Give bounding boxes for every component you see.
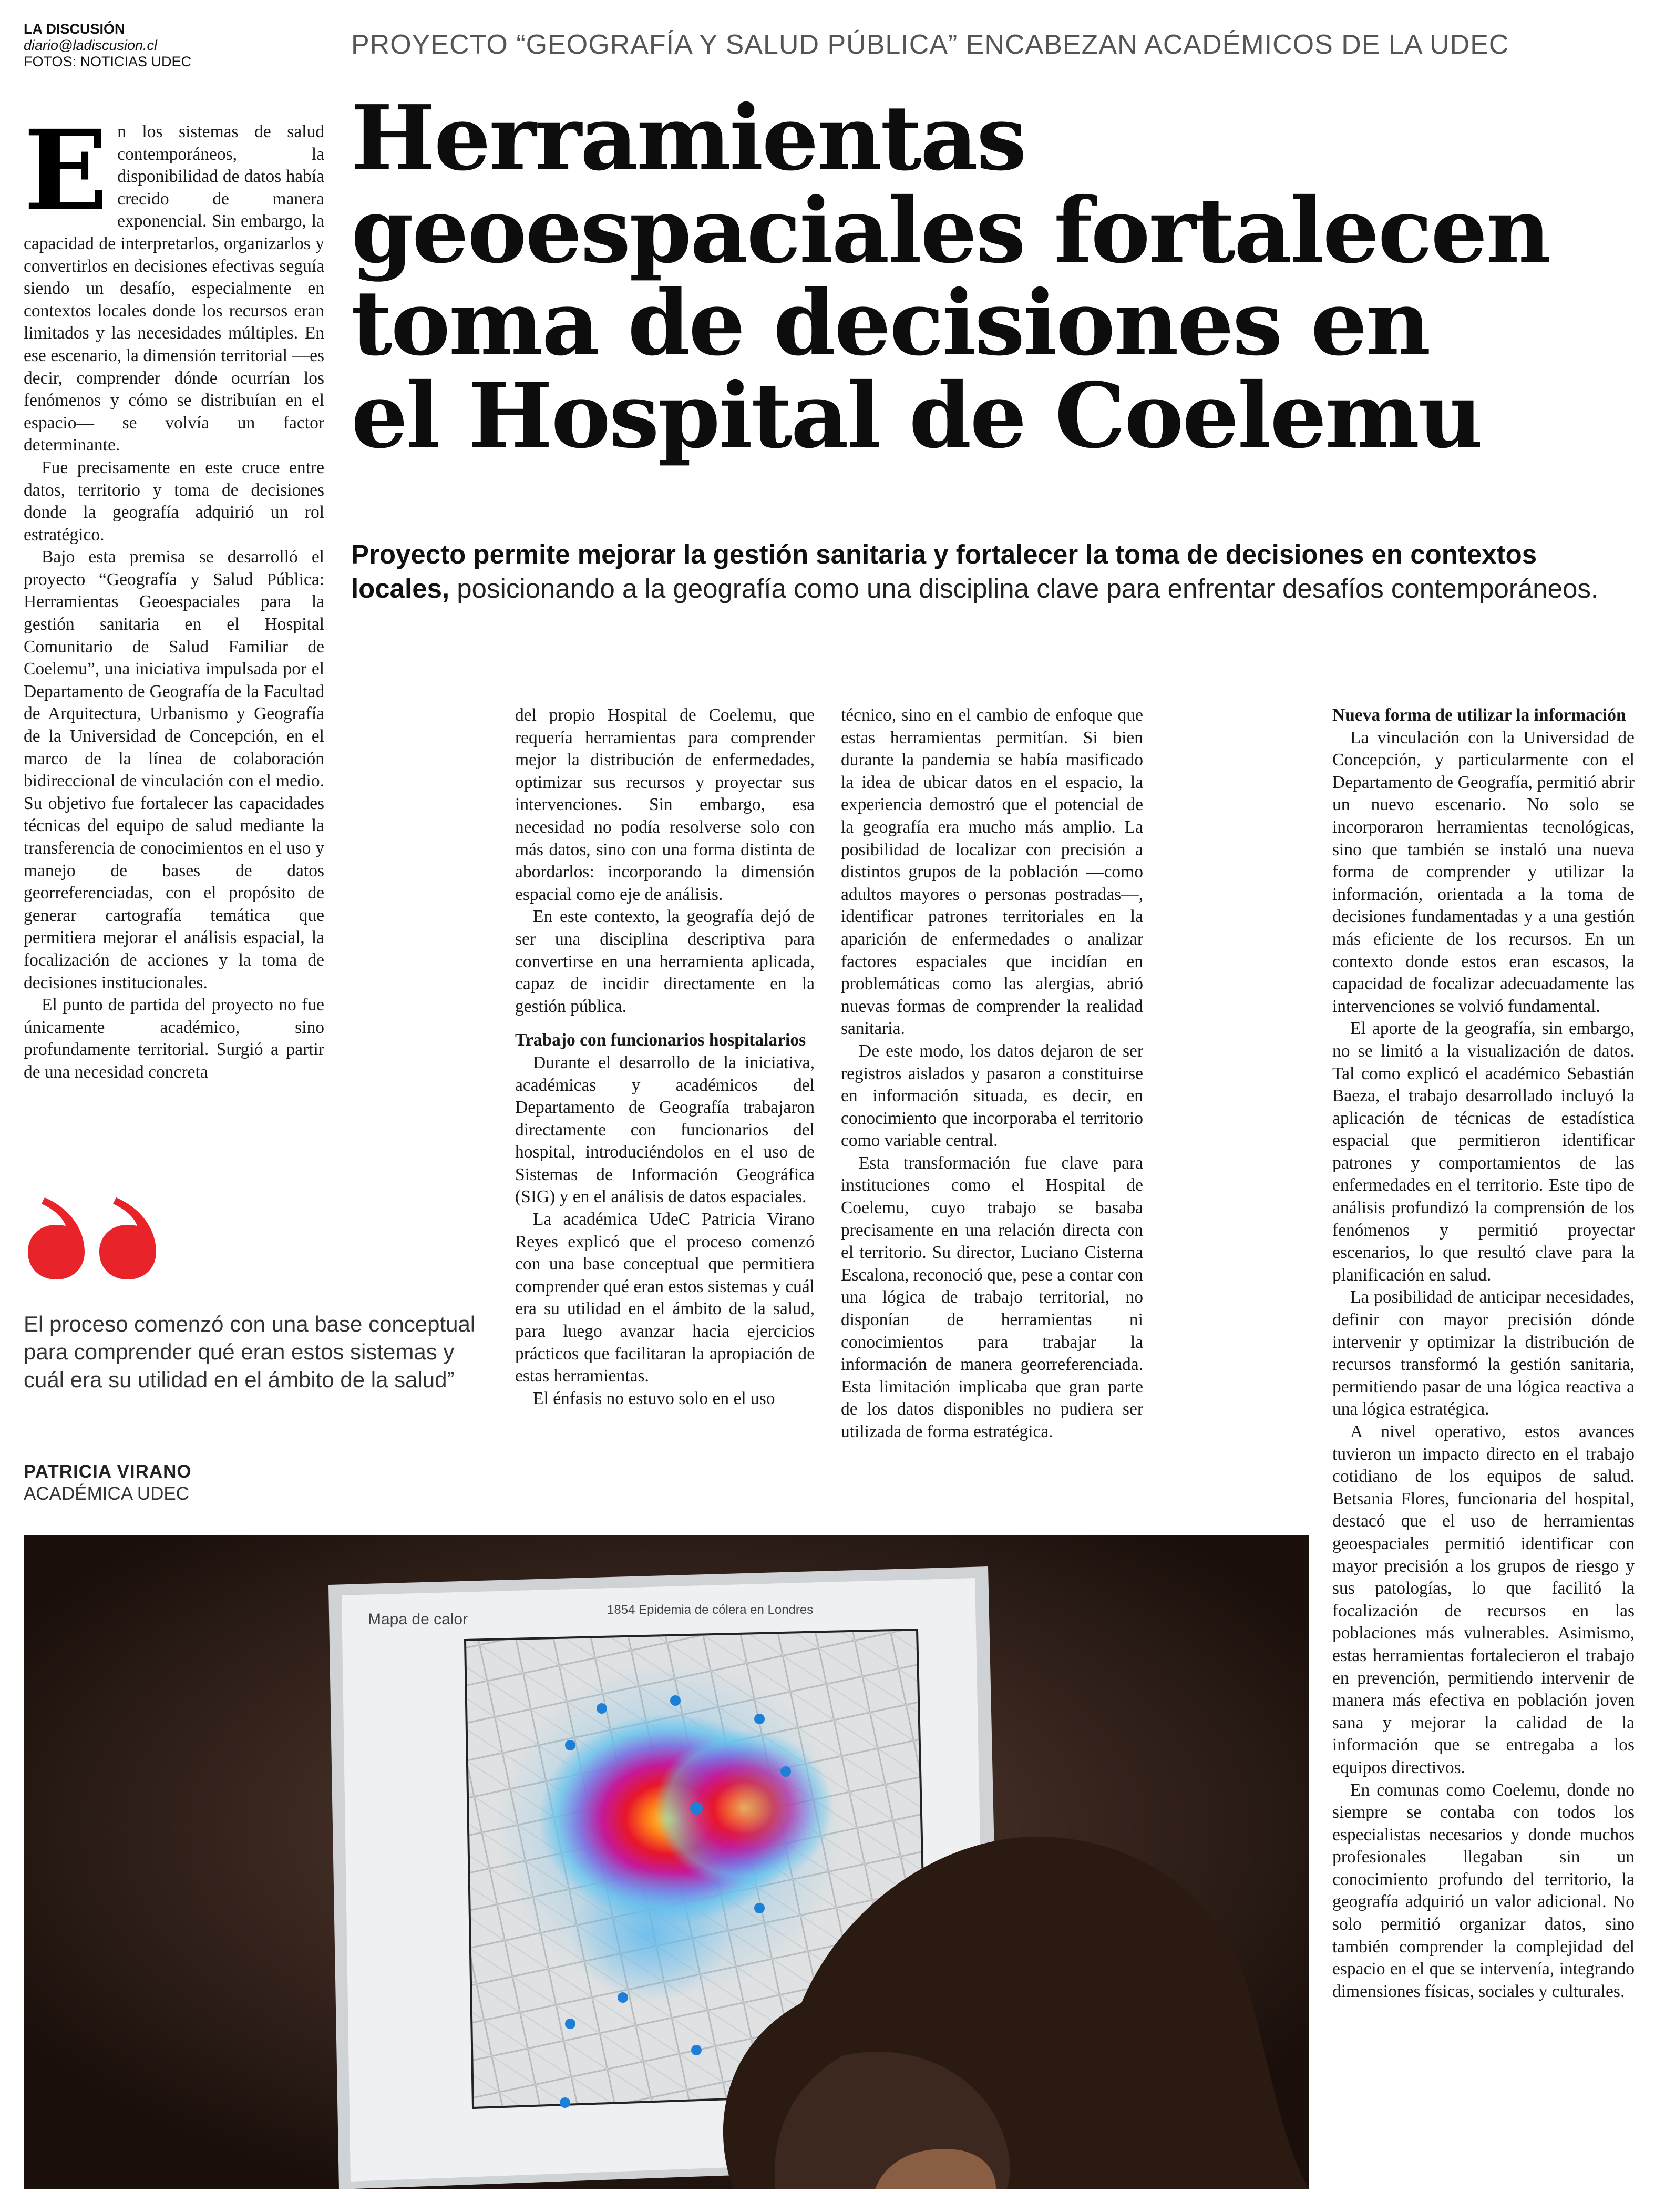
body-paragraph: técnico, sino en el cambio de enfoque que estas herramientas permitían. Si bien durante la pandemia se había masificado la idea de ubicar datos en el espacio, la experiencia demostró que el potencial de la geografía era mucho más amplio. La posibilidad de localizar con precisión a distintos grupos de la población —como adultos mayores o personas postradas—, identificar patrones territoriales en la aparición de enfermedades o analizar factores espaciales que incidían en problemáticas como las alergias, abrió nuevas formas de comprender la realidad sanitaria.: [841, 705, 1143, 1039]
body-paragraph: Bajo esta premisa se desarrolló el proyecto “Geografía y Salud Pública: Herramientas Geoespaciales para la gestión sanitaria en el Hospital Comunitario de Salud Familiar de Coelemu”, una iniciativa impulsada por el Departamento de Geografía de la Facultad de Arquitectura, Urbanismo y Geografía de la Universidad de Concepción, en el marco de la línea de colaboración bidireccional de vinculación con el medio. Su objetivo fue fortalecer las capacidades técnicas del equipo de salud mediante la transferencia de conocimientos en el uso y manejo de bases de datos georreferenciadas, con el propósito de generar cartografía temática que permitiera mejorar el análisis espacial, la focalización de acciones y la toma de decisiones institucionales.: [24, 547, 324, 992]
article-photo: [24, 1535, 1309, 2189]
quote-author: PATRICIA VIRANO: [24, 1461, 192, 1482]
author-email[interactable]: diario@ladiscusion.cl: [24, 37, 158, 53]
body-column-3: [841, 704, 1143, 1443]
body-paragraph: Esta transformación fue clave para instituciones como el Hospital de Coelemu, cuyo trabajo se basaba precisamente en una relación directa con el territorio. Su director, Luciano Cisterna Escalona, reconoció que, pese a contar con una lógica de trabajo territorial, no disponían de herramientas ni conocimientos para trabajar la información de manera georreferenciada. Esta limitación implicaba que gran parte de los datos disponibles no pudiera ser utilizada de forma estratégica.: [841, 1153, 1143, 1441]
photo-credit: FOTOS: NOTICIAS UDEC: [24, 54, 192, 69]
quote-role: ACADÉMICA UDEC: [24, 1483, 190, 1504]
body-paragraph: El aporte de la geografía, sin embargo, no se limitó a la visualización de datos. Tal como explicó el académico Sebastián Baeza, el trabajo desarrollado incluyó la aplicación de técnicas de estadística espacial que permitieron identificar patrones y comportamientos de las enfermedades en el territorio. Este tipo de análisis profundizó la comprensión de los fenómenos y permitió proyectar escenarios, lo que resultó clave para la planificación en salud.: [1332, 1019, 1635, 1285]
drop-cap: E: [24, 106, 108, 235]
subheading: Nueva forma de utilizar la información: [1332, 705, 1626, 725]
body-paragraph: n los sistemas de salud contemporáneos, la disponibilidad de datos había crecido de manera exponencial. Sin embargo, la capacidad de interpretarlos, organizarlos y convertirlos en decisiones efectivas seguía siendo un desafío, especialmente en contextos locales donde los recursos eran limitados y las necesidades múltiples. En ese escenario, la dimensión territorial —es decir, comprender dónde ocurrían los fenómenos y cómo se distribuían en el espacio— se volvía un factor determinante.: [24, 122, 324, 455]
headline-line: el Hospital de Coelemu: [351, 363, 1482, 468]
body-paragraph: De este modo, los datos dejaron de ser registros aislados y pasaron a constituirse en información situada, es decir, en conocimiento que incorporaba el territorio como variable central.: [841, 1041, 1143, 1151]
screen-label: Mapa de calor: [368, 1611, 468, 1628]
deck-regular: posicionando a la geografía como una disciplina clave para enfrentar desafíos contemporáneos.: [449, 574, 1599, 603]
body-paragraph: En comunas como Coelemu, donde no siempre se contaba con todos los especialistas necesarios y donde muchos profesionales llegaban sin un conocimiento profundo del territorio, la geografía adquirió un valor adicional. No solo permitió organizar datos, sino también comprender la complejidad del espacio en el que se intervenía, integrando dimensiones físicas, sociales y culturales.: [1332, 1780, 1635, 2001]
body-paragraph: La académica UdeC Patricia Virano Reyes explicó que el proceso comenzó con una base conceptual que permitiera comprender qué eran estos sistemas y cuál era su utilidad en el ámbito de la salud, para luego avanzar hacia ejercicios prácticos que facilitaran la apropiación de estas herramientas.: [515, 1210, 815, 1386]
kicker: PROYECTO “GEOGRAFÍA Y SALUD PÚBLICA” ENCABEZAN ACADÉMICOS DE LA UDEC: [351, 29, 1509, 60]
masthead: [24, 21, 191, 70]
quote-mark-icon: [24, 1193, 166, 1283]
body-paragraph: Durante el desarrollo de la iniciativa, académicas y académicos del Departamento de Geografía trabajaron directamente con funcionarios del hospital, introduciéndolos en el uso de Sistemas de Información Geográfica (SIG) y en el análisis de datos espaciales.: [515, 1052, 815, 1207]
body-paragraph: A nivel operativo, estos avances tuvieron un impacto directo en el trabajo cotidiano de los equipos de salud. Betsania Flores, funcionaria del hospital, destacó que el uso de herramientas geoespaciales permitió identificar con mayor precisión a los grupos de riesgo y sus patologías, lo que facilitó la focalización de recursos en las poblaciones más vulnerables. Asimismo, estas herramientas fortalecieron el trabajo en prevención, permitiendo intervenir de manera más efectiva en población joven sana y mejorar la calidad de la información que se entregaba a los equipos directivos.: [1332, 1422, 1635, 1777]
subheading: Trabajo con funcionarios hospitalarios: [515, 1030, 806, 1050]
body-paragraph: En este contexto, la geografía dejó de ser una disciplina descriptiva para convertirse en una herramienta aplicada, capaz de incidir directamente en la gestión pública.: [515, 907, 815, 1016]
paper-name: LA DISCUSIÓN: [24, 21, 125, 37]
body-paragraph: La vinculación con la Universidad de Concepción, y particularmente con el Departamento de Geografía, permitió abrir un nuevo escenario. No solo se incorporaron herramientas tecnológicas, sino que también se instaló una nueva forma de comprender y utilizar la información, orientada a la toma de decisiones fundamentadas y a una gestión más eficiente de los recursos. En un contexto donde estos eran escasos, la capacidad de focalizar adecuadamente las intervenciones se volvió fundamental.: [1332, 728, 1635, 1016]
body-paragraph: El énfasis no estuvo solo en el uso: [533, 1388, 775, 1408]
map-title: 1854 Epidemia de cólera en Londres: [607, 1603, 814, 1617]
headline: [351, 86, 1644, 468]
body-column-4: [1332, 704, 1635, 2003]
headline-line: Herramientas: [351, 86, 1025, 191]
body-column-1: [24, 106, 324, 1084]
deck: [351, 537, 1633, 606]
body-column-2: [515, 704, 815, 1410]
body-paragraph: del propio Hospital de Coelemu, que requería herramientas para comprender mejor la distribución de enfermedades, optimizar sus recursos y proyectar sus intervenciones. Sin embargo, esa necesidad no podía resolverse solo con más datos, sino con una forma distinta de abordarlos: incorporando la dimensión espacial como eje de análisis.: [515, 705, 815, 904]
pull-quote: El proceso comenzó con una base conceptual para comprender qué eran estos sistemas y cuál era su utilidad en el ámbito de la salud”: [24, 1312, 476, 1392]
body-paragraph: Fue precisamente en este cruce entre datos, territorio y toma de decisiones donde la geografía adquirió un rol estratégico.: [24, 457, 324, 545]
headline-line: toma de decisiones en: [351, 271, 1430, 376]
deck-bold: Proyecto permite mejorar la gestión sanitaria y fortalecer la toma de decisiones en contextos locales,: [351, 539, 1537, 603]
headline-line: geoespaciales fortalecen: [351, 178, 1549, 283]
body-paragraph: El punto de partida del proyecto no fue únicamente académico, sino profundamente territorial. Surgió a partir de una necesidad concreta: [24, 995, 324, 1082]
body-paragraph: La posibilidad de anticipar necesidades, definir con mayor precisión dónde intervenir y optimizar la distribución de recursos transformó la gestión sanitaria, permitiendo pasar de una lógica reactiva a una lógica estratégica.: [1332, 1287, 1635, 1419]
